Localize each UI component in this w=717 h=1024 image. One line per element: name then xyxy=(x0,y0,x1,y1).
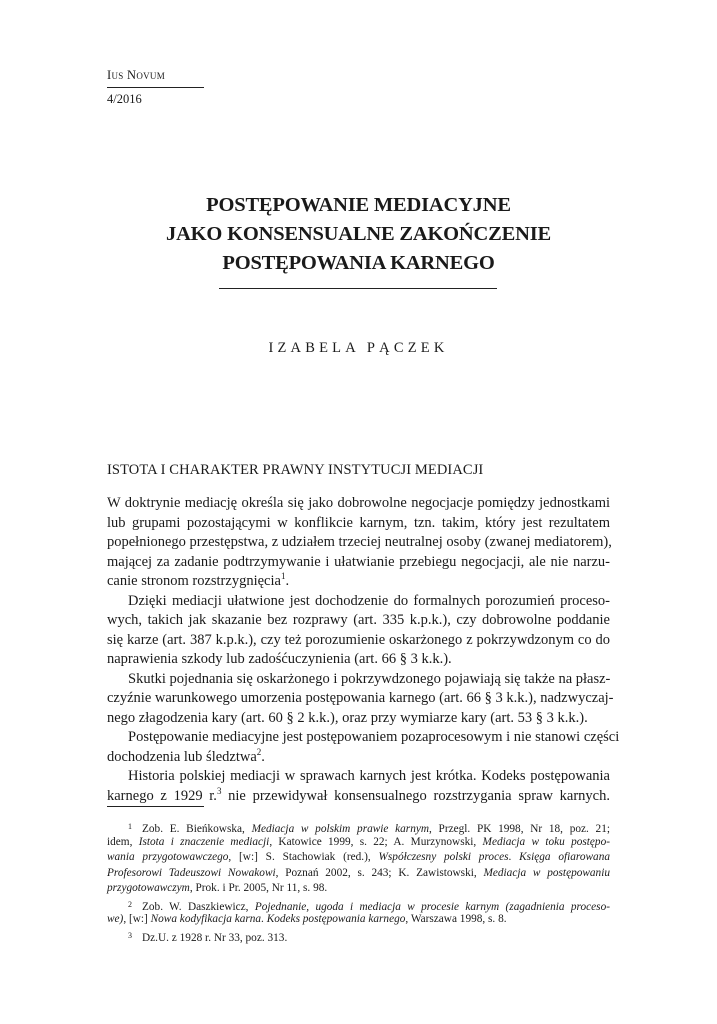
footnote-italic: Mediacja w toku postępo- xyxy=(482,835,610,848)
footnote-italic: Pojednanie, ugoda i mediacja w procesie karnym (zagadnienia proceso- xyxy=(254,900,610,913)
footnote-ref[interactable]: 3 xyxy=(216,785,222,796)
footnote-number: 1 xyxy=(128,822,132,831)
footnote-number: 2 xyxy=(128,899,132,909)
footnote-text: Zob. E. Bieńkowska, xyxy=(142,823,252,835)
body-line: Skutki pojednania się oskarżonego i pokrzywdzonego pojawiają się także na płasz- xyxy=(128,670,611,687)
footnote-text: , [w:] xyxy=(123,913,151,925)
footnote-text: , Przegl. PK 1998, Nr 18, poz. 21; xyxy=(429,823,610,835)
article-title xyxy=(100,191,617,278)
footnote-italic: Profesorowi Tadeuszowi Nowakowi xyxy=(107,866,276,879)
footnote-italic: we) xyxy=(107,913,124,925)
footnote-text: , Poznań 2002, s. 243; K. Zawistowski, xyxy=(275,866,484,879)
footnote-line xyxy=(107,850,610,866)
footnote-text: . xyxy=(261,913,267,925)
title-line: POSTĘPOWANIE MEDIACYJNE xyxy=(206,194,511,216)
journal-rule xyxy=(107,87,204,88)
body-line-text: karnego z 1929 r. xyxy=(107,787,217,804)
footnote-line xyxy=(107,928,610,944)
footnote-text: , [w:] S. Stachowiak (red.), xyxy=(228,851,379,863)
author-name: IZABELA PĄCZEK xyxy=(268,340,449,356)
footnote-text: idem, xyxy=(107,835,139,848)
footnote-italic: Mediacja w polskim prawie karnym xyxy=(251,823,430,835)
footnotes xyxy=(107,819,610,943)
body-line: canie stronom rozstrzygnięcia$^1$. xyxy=(107,571,290,589)
footnote-line xyxy=(107,912,610,928)
footnote-rule xyxy=(107,806,204,807)
body-line-text: canie stronom rozstrzygnięcia xyxy=(107,573,281,589)
body-line: dochodzenia lub śledztwa$^2$. xyxy=(107,746,265,765)
footnote-number: 3 xyxy=(128,930,132,940)
footnote-text: Dz.U. z 1928 r. Nr 33, poz. 313. xyxy=(142,931,288,944)
body-line: czyźnie warunkowego umorzenia postępowania karnego (art. 66 § 3 k.k.), nadzwyczaj- xyxy=(107,690,614,706)
footnote-text: Zob. W. Daszkiewicz, xyxy=(142,900,255,913)
footnote-text: , Prok. i Pr. 2005, Nr 11, s. 98. xyxy=(189,882,328,894)
body-line: Historia polskiej mediacji w sprawach karnych jest krótka. Kodeks postępowania xyxy=(128,768,610,784)
body-line: naprawienia szkody lub zadośćuczynienia (art. 66 § 3 k.k.). xyxy=(107,651,452,667)
body-line: Postępowanie mediacyjne jest postępowaniem pozaprocesowym i nie stanowi części xyxy=(128,729,620,745)
section-heading: ISTOTA I CHARAKTER PRAWNY INSTYTUCJI MEDIACJI xyxy=(107,462,484,478)
footnote-line xyxy=(107,819,610,835)
body-text xyxy=(107,494,620,806)
body-line: się karze (art. 387 k.p.k.), czy też porozumienie oskarżonego z pokrzywdzonym co do xyxy=(107,631,610,648)
body-line: W doktrynie mediację określa się jako dobrowolne negocjacje pomiędzy jednostkami xyxy=(107,495,610,511)
footnote-italic: Nowa kodyfikacja karna xyxy=(150,913,262,925)
title-line: POSTĘPOWANIA KARNEGO xyxy=(222,252,495,274)
body-line: mającej za zadanie podtrzymywanie i ułatwianie przebiegu negocjacji, ale nie narzu- xyxy=(107,553,610,570)
footnote-text: , Katowice 1999, s. 22; A. Murzynowski, xyxy=(269,835,483,848)
footnote-line xyxy=(107,881,610,897)
footnote-ref[interactable]: 2 xyxy=(256,746,262,757)
footnote-line xyxy=(107,835,610,851)
footnote-line xyxy=(107,897,610,913)
footnote-ref[interactable]: 1 xyxy=(280,571,286,582)
body-line-text: dochodzenia lub śledztwa xyxy=(107,748,257,765)
body-line: nego złagodzenia kary (art. 60 § 2 k.k.), oraz przy wymiarze kary (art. 53 § 3 k.k.). xyxy=(107,709,588,726)
footnote-italic: Księga ofiarowana xyxy=(519,851,611,863)
body-line-text: nie przewidywał konsensualnego rozstrzygania spraw karnych. xyxy=(221,787,610,804)
body-line: popełnionego przestępstwa, z udziałem trzeciej neutralnej osoby (zwanej mediatorem), xyxy=(107,534,612,550)
body-line: lub grupami pozostającymi w konflikcie karnym, tzn. takim, który jest rezultatem xyxy=(107,514,610,531)
footnote-italic: Mediacja w postępowaniu xyxy=(483,866,610,879)
footnote-text: , Warszawa 1998, s. 8. xyxy=(405,913,507,925)
footnote-italic: Kodeks postępowania karnego xyxy=(266,913,406,925)
body-line: wych, takich jak skazanie bez rozprawy (art. 335 k.p.k.), czy dobrowolne poddanie xyxy=(107,612,610,628)
body-line xyxy=(107,787,610,807)
footnote-italic: Istota i znaczenie mediacji xyxy=(138,835,270,848)
footnote-italic: Współczesny polski proces xyxy=(378,851,509,863)
body-line: Dzięki mediacji ułatwione jest dochodzenie do formalnych porozumień proceso- xyxy=(128,592,610,609)
footnote-italic: przygotowawczym xyxy=(107,882,190,894)
issue-number: 4/2016 xyxy=(107,92,142,106)
footnote-line xyxy=(107,866,610,882)
journal-name: Ius Novum xyxy=(107,68,166,82)
footnote-italic: wania przygotowawczego xyxy=(107,851,229,863)
footnote-text: . xyxy=(508,851,520,863)
title-line: JAKO KONSENSUALNE ZAKOŃCZENIE xyxy=(166,223,551,245)
title-rule xyxy=(219,288,497,289)
